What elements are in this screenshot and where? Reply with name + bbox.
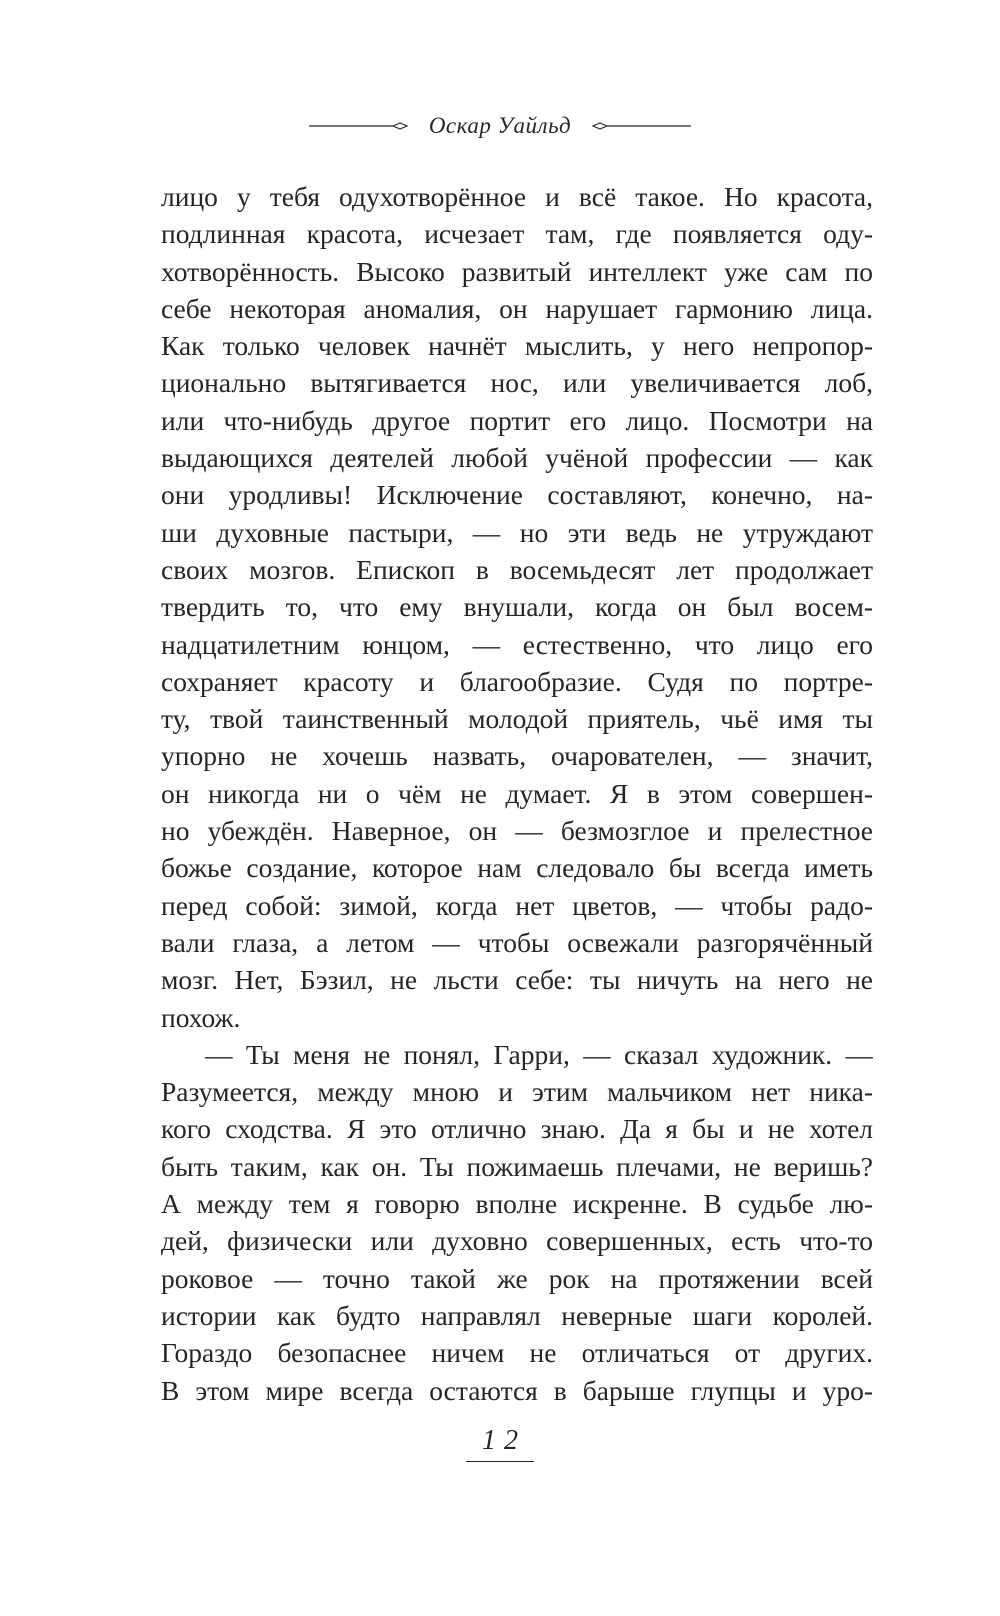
text-line: лицо у тебя одухотворённое и всё такое. Но красота, — [161, 181, 873, 212]
text-line: перед собой: зимой, когда нет цветов, — чтобы радо- — [161, 889, 873, 921]
text-line: вали глаза, а летом — чтобы освежали разгорячённый — [161, 926, 873, 958]
text-line: В этом мире всегда остаются в барыше глупцы и уро- — [161, 1374, 873, 1406]
text-line: или что-нибудь другое портит его лицо. Посмотри на — [161, 404, 873, 436]
left-ornament-icon — [309, 119, 409, 133]
text-line: дей, физически или духовно совершенных, есть что-то — [161, 1225, 873, 1257]
text-line: они уродливы! Исключение составляют, конечно, на- — [161, 479, 873, 511]
text-line: Как только человек начнёт мыслить, у него непропор- — [161, 330, 873, 362]
text-line: своих мозгов. Епископ в восемьдесят лет продолжает — [161, 553, 873, 585]
text-line: выдающихся деятелей любой учёной профессии — как — [161, 442, 873, 474]
text-line: похож. — [161, 1001, 241, 1033]
text-line: упорно не хочешь назвать, очарователен, — значит, — [161, 740, 873, 772]
text-line: Гораздо безопаснее ничем не отличаться от других. — [161, 1337, 873, 1369]
text-line: твердить то, что ему внушали, когда он был восем- — [161, 591, 873, 623]
text-line: ционально вытягивается нос, или увеличивается лоб, — [161, 367, 873, 399]
text-line: подлинная красота, исчезает там, где появляется оду- — [161, 218, 873, 250]
text-line: себе некоторая аномалия, он нарушает гармонию лица. — [161, 292, 873, 324]
page-number: 12 — [466, 1425, 534, 1462]
text-line: божье создание, которое нам следовало бы всегда иметь — [161, 852, 873, 884]
text-line: быть таким, как он. Ты пожимаешь плечами, не веришь? — [161, 1150, 873, 1182]
text-line: но убеждён. Наверное, он — безмозглое и прелестное — [161, 815, 873, 847]
text-line: Разумеется, между мною и этим мальчиком нет ника- — [161, 1076, 873, 1108]
right-ornament-icon — [591, 119, 691, 133]
text-line: мозг. Нет, Бэзил, не льсти себе: ты ничуть на него не — [161, 964, 873, 996]
text-line: сохраняет красоту и благообразие. Судя по портре- — [161, 665, 873, 697]
text-line: А между тем я говорю вполне искренне. В судьбе лю- — [161, 1188, 873, 1220]
text-line: ши духовные пастыри, — но эти ведь не утруждают — [161, 516, 873, 548]
running-head — [0, 113, 1000, 139]
text-line: надцатилетним юнцом, — естественно, что лицо его — [161, 628, 873, 660]
text-line: — Ты меня не понял, Гарри, — сказал художник. — — [205, 1038, 873, 1070]
body-text — [161, 178, 873, 1409]
text-line: он никогда ни о чём не думает. Я в этом совершен- — [161, 777, 873, 809]
text-line: роковое — точно такой же рок на протяжении всей — [161, 1262, 873, 1294]
text-line: хотворённость. Высоко развитый интеллект уже сам по — [161, 255, 873, 287]
text-line: кого сходства. Я это отлично знаю. Да я бы и не хотел — [161, 1113, 873, 1145]
text-line: ту, твой таинственный молодой приятель, чьё имя ты — [161, 703, 873, 735]
text-line: истории как будто направлял неверные шаги королей. — [161, 1299, 873, 1331]
author-name: Оскар Уайльд — [428, 113, 572, 138]
page-footer — [0, 1425, 1000, 1462]
